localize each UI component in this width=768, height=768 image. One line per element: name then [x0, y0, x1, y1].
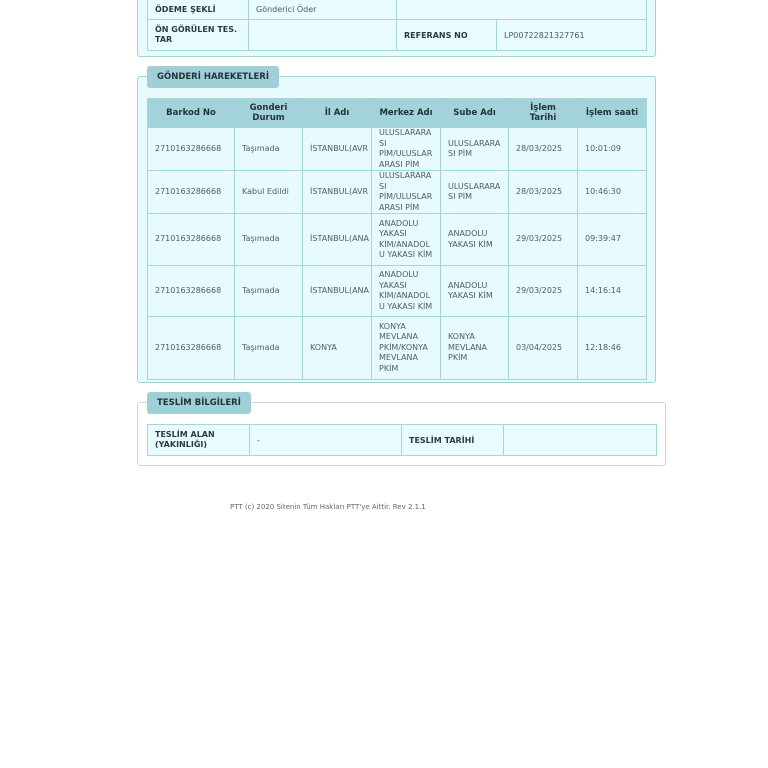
delivery-info-table: [147, 424, 657, 456]
footer-copyright: PTT (c) 2020 Sitenin Tüm Hakları PTT'ye Aittir. Rev 2.1.1: [230, 503, 426, 511]
table-row: [148, 128, 647, 171]
cell-barcode: 2710163286668: [148, 214, 235, 266]
table-row: [148, 317, 647, 380]
cell-time: 10:46:30: [578, 171, 647, 214]
cell-time: 12:18:46: [578, 317, 647, 380]
delivery-info-tab: TESLİM BİLGİLERİ: [147, 392, 251, 414]
cell-center: ULUSLARARASI PİM/ULUSLARARASI PİM: [372, 171, 441, 214]
table-row: [148, 214, 647, 266]
header-status: Gonderi Durum: [235, 99, 303, 128]
cell-date: 03/04/2025: [509, 317, 578, 380]
cell-center: KONYA MEVLANA PKİM/KONYA MEVLANA PKİM: [372, 317, 441, 380]
cell-city: İSTANBUL(ANA: [303, 266, 372, 317]
payment-method-row: [148, 0, 647, 20]
header-time: İşlem saati: [578, 99, 647, 128]
cell-time: 09:39:47: [578, 214, 647, 266]
cell-center: ANADOLU YAKASI KİM/ANADOLU YAKASI KİM: [372, 214, 441, 266]
cell-date: 28/03/2025: [509, 171, 578, 214]
header-branch: Sube Adı: [441, 99, 509, 128]
cell-date: 29/03/2025: [509, 266, 578, 317]
estimated-delivery-value: [249, 20, 397, 51]
header-barcode: Barkod No: [148, 99, 235, 128]
reference-no-value: LP00722821327761: [497, 20, 647, 51]
cell-city: İSTANBUL(AVR: [303, 128, 372, 171]
delivery-date-label: TESLİM TARİHİ: [402, 425, 504, 456]
estimated-delivery-row: [148, 20, 647, 51]
cell-status: Taşımada: [235, 266, 303, 317]
cell-city: KONYA: [303, 317, 372, 380]
cell-branch: ULUSLARARASI PİM: [441, 128, 509, 171]
cell-branch: ANADOLU YAKASI KİM: [441, 214, 509, 266]
header-date: İşlem Tarihi: [509, 99, 578, 128]
recipient-value: -: [250, 425, 402, 456]
shipment-movements-table: [147, 98, 647, 380]
cell-date: 29/03/2025: [509, 214, 578, 266]
cell-status: Kabul Edildi: [235, 171, 303, 214]
table-header-row: [148, 99, 647, 128]
cell-time: 14:16:14: [578, 266, 647, 317]
payment-method-value: Gönderici Öder: [249, 0, 397, 20]
empty-cell: [397, 0, 647, 20]
reference-no-label: REFERANS NO: [397, 20, 497, 51]
cell-time: 10:01:09: [578, 128, 647, 171]
estimated-delivery-label: ÖN GÖRÜLEN TES. TAR: [148, 20, 249, 51]
cell-barcode: 2710163286668: [148, 266, 235, 317]
shipment-info-table: [147, 0, 647, 51]
cell-branch: ULUSLARARASI PİM: [441, 171, 509, 214]
cell-barcode: 2710163286668: [148, 171, 235, 214]
header-city: İl Adı: [303, 99, 372, 128]
cell-barcode: 2710163286668: [148, 317, 235, 380]
cell-center: ULUSLARARASI PİM/ULUSLARARASI PİM: [372, 128, 441, 171]
delivery-row: [148, 425, 657, 456]
table-row: [148, 171, 647, 214]
cell-status: Taşımada: [235, 128, 303, 171]
recipient-label: TESLİM ALAN (YAKINLIĞI): [148, 425, 250, 456]
payment-method-label: ÖDEME ŞEKLİ: [148, 0, 249, 20]
delivery-date-value: [504, 425, 657, 456]
cell-city: İSTANBUL(ANA: [303, 214, 372, 266]
cell-date: 28/03/2025: [509, 128, 578, 171]
cell-center: ANADOLU YAKASI KİM/ANADOLU YAKASI KİM: [372, 266, 441, 317]
table-row: [148, 266, 647, 317]
cell-status: Taşımada: [235, 214, 303, 266]
cell-status: Taşımada: [235, 317, 303, 380]
cell-barcode: 2710163286668: [148, 128, 235, 171]
cell-city: İSTANBUL(AVR: [303, 171, 372, 214]
header-center: Merkez Adı: [372, 99, 441, 128]
cell-branch: ANADOLU YAKASI KİM: [441, 266, 509, 317]
shipment-movements-tab: GÖNDERİ HAREKETLERİ: [147, 66, 279, 88]
cell-branch: KONYA MEVLANA PKİM: [441, 317, 509, 380]
